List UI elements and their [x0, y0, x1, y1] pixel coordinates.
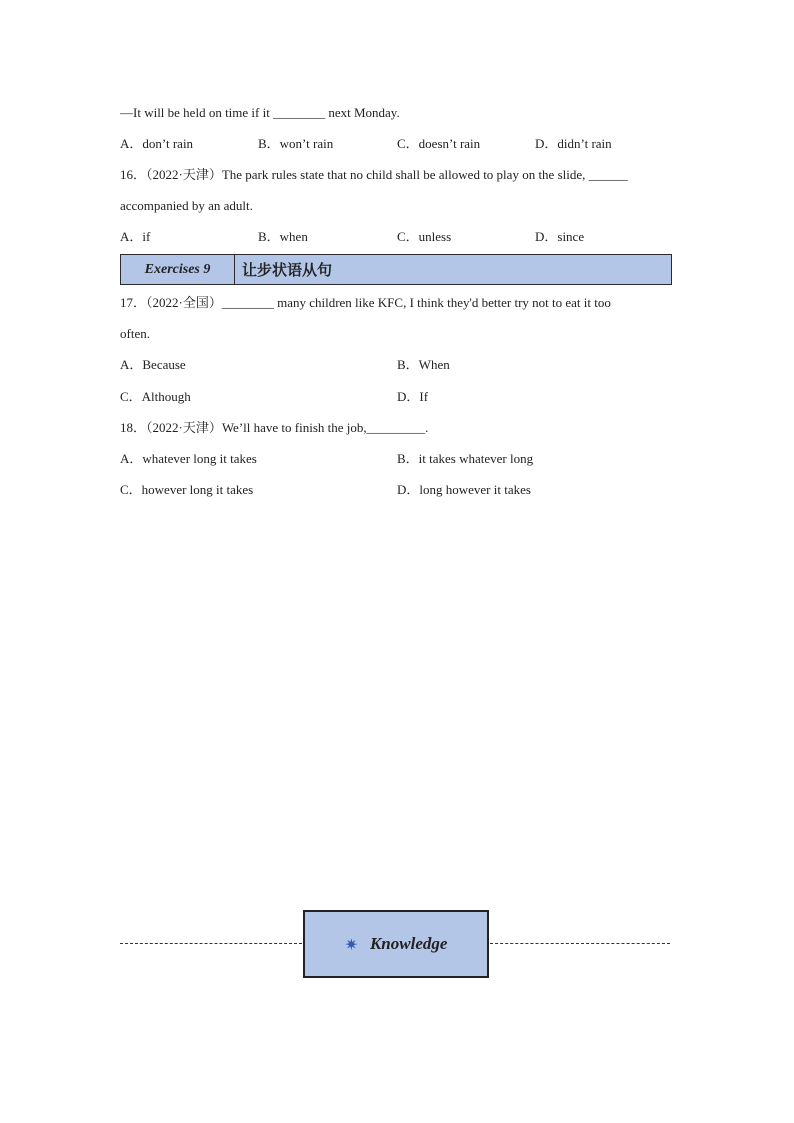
q18-option-a: A．whatever long it takes: [120, 451, 257, 466]
q17-option-d: D．If: [397, 389, 429, 404]
q17-option-c: C．Although: [120, 389, 191, 404]
q17-option-a: A．Because: [120, 357, 186, 372]
q16-stem-line2: accompanied by an adult.: [120, 198, 253, 213]
q15-option-d: D．didn’t rain: [535, 136, 612, 151]
q15-stem: —It will be held on time if it ________ next Monday.: [120, 105, 400, 120]
knowledge-banner: [303, 910, 489, 978]
q16-option-d: D．since: [535, 229, 585, 244]
knowledge-label: Knowledge: [369, 934, 448, 953]
q17-option-b: B．When: [397, 357, 450, 372]
divider-left: [120, 943, 302, 944]
star-icon: ✷: [344, 934, 358, 954]
section-title: 让步状语从句: [242, 261, 333, 279]
q16-option-c: C．unless: [397, 229, 452, 244]
q15-option-c: C．doesn’t rain: [397, 136, 481, 151]
q16-option-b: B．when: [258, 229, 308, 244]
divider-right: [490, 943, 670, 944]
q17-stem-line2: often.: [120, 326, 150, 341]
q18-stem: 18．（2022·天津）We’ll have to finish the job,_________.: [120, 420, 429, 435]
q17-stem-line1: 17．（2022·全国）________ many children like KFC, I think they'd better try not to eat it too: [120, 295, 611, 310]
section-label: Exercises 9: [121, 255, 235, 284]
q18-option-d: D．long however it takes: [397, 482, 531, 497]
q16-option-a: A．if: [120, 229, 151, 244]
q16-stem-line1: 16．（2022·天津）The park rules state that no child shall be allowed to play on the slide, ______: [120, 167, 628, 182]
q15-option-a: A．don’t rain: [120, 136, 194, 151]
section-header: [120, 254, 672, 285]
q18-option-b: B．it takes whatever long: [397, 451, 534, 466]
q18-option-c: C．however long it takes: [120, 482, 254, 497]
q15-option-b: B．won’t rain: [258, 136, 334, 151]
